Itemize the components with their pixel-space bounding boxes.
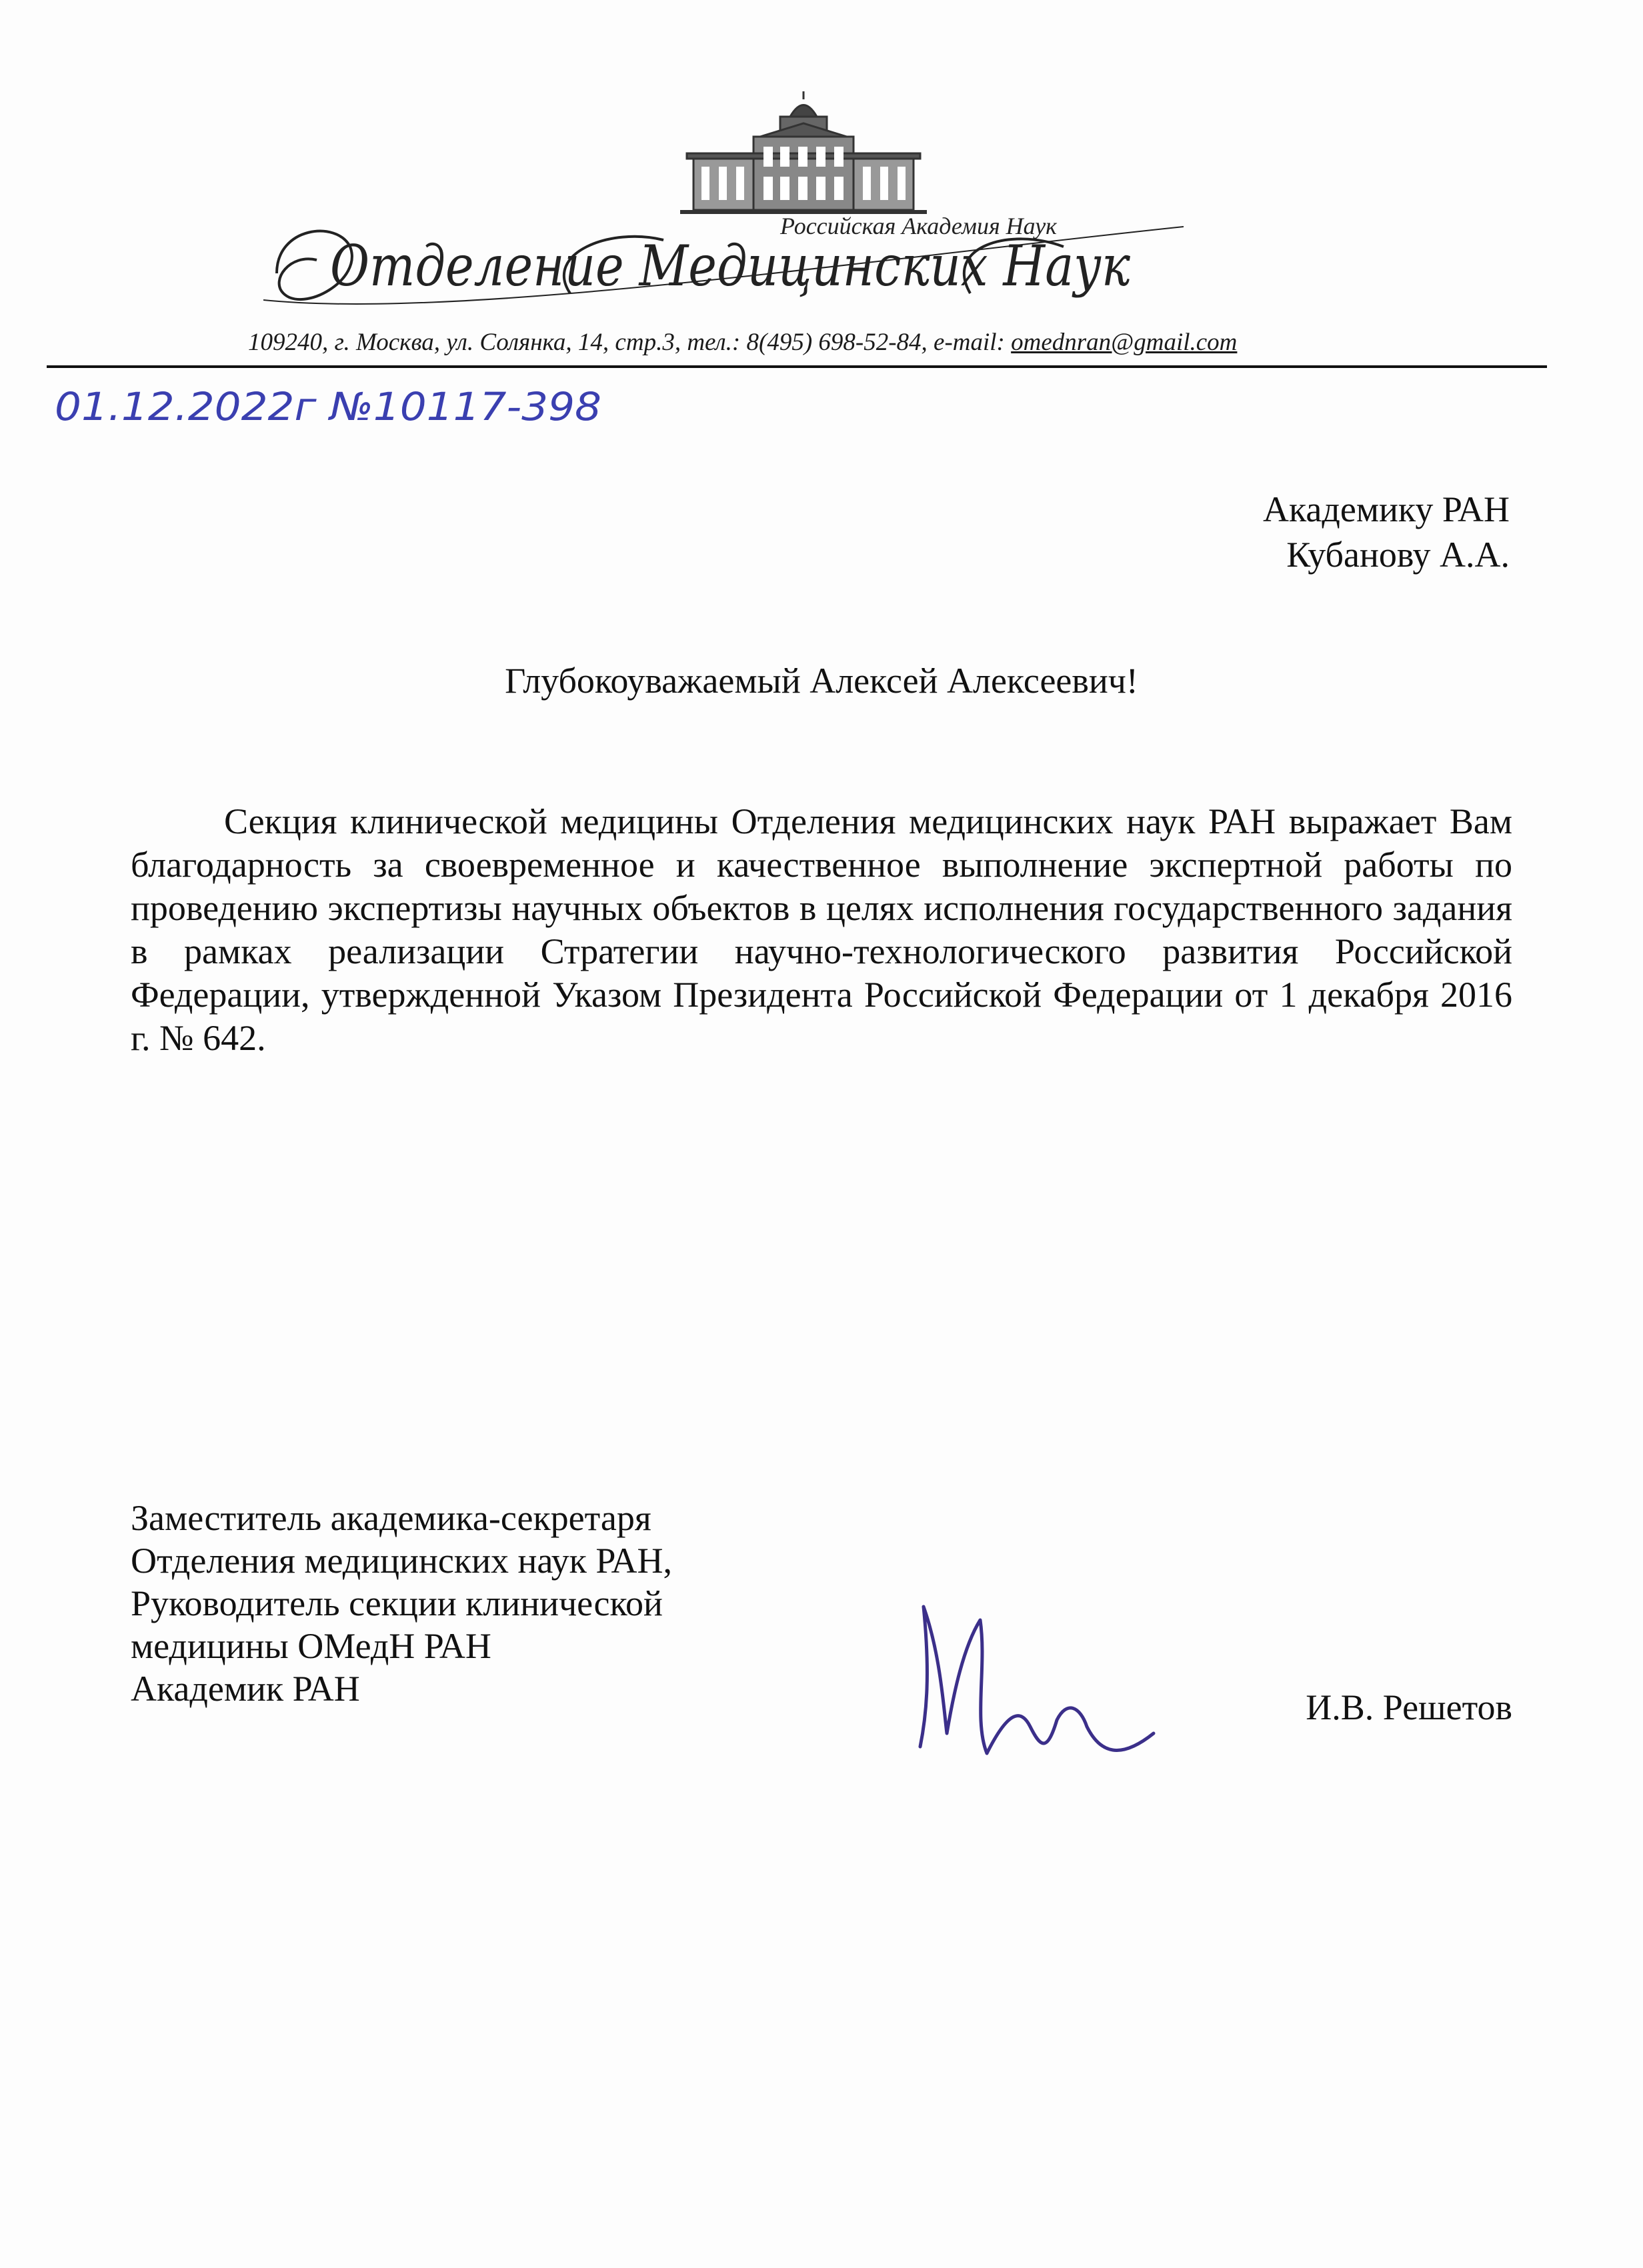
registration-text: 01.12.2022г №10117-398 [55, 384, 601, 429]
address-text: 109240, г. Москва, ул. Солянка, 14, стр.3, тел.: 8(495) 698-52-84, e-mail: [248, 329, 1012, 356]
signatory-name: И.В. Решетов [1306, 1687, 1512, 1727]
signatory-line: медицины ОМедН РАН [131, 1626, 491, 1666]
signatory-line: Отделения медицинских наук РАН, [131, 1541, 672, 1581]
handwritten-signature [880, 1593, 1160, 1793]
signatory-line: Заместитель академика-секретаря [131, 1498, 651, 1538]
academy-building-icon [680, 90, 927, 223]
addressee-name: Кубанову А.А. [1286, 535, 1510, 575]
greeting: Глубокоуважаемый Алексей Алексеевич! [505, 661, 1138, 701]
academy-label: Российская Академия Наук [780, 213, 1058, 239]
department-wordmark [263, 213, 1197, 320]
body-paragraph: Секция клинической медицины Отделения медицинских наук РАН выражает Вам благодарность за своевременное и качественное выполнение экспертной работы по проведению экспертизы научных объектов в целях исполнения государственного задания в рамках реализации Стратегии научно-технологического развития Российской Федерации, утвержденной Указом Президента Российской Федерации от 1 декабря 2016 г. № 642. [131, 801, 1512, 1058]
email-link[interactable]: omednran@gmail.com [1011, 329, 1238, 356]
department-name: Отделение Медицинских Наук [330, 233, 1131, 299]
signatory-line: Руководитель секции клинической [131, 1583, 663, 1623]
letterhead-divider [47, 365, 1547, 368]
signatory-titles [131, 1497, 672, 1710]
signatory-line: Академик РАН [131, 1669, 360, 1709]
registration-number [55, 381, 621, 435]
addressee [1263, 487, 1510, 577]
addressee-title: Академику РАН [1263, 489, 1510, 529]
department-address [248, 328, 1237, 357]
